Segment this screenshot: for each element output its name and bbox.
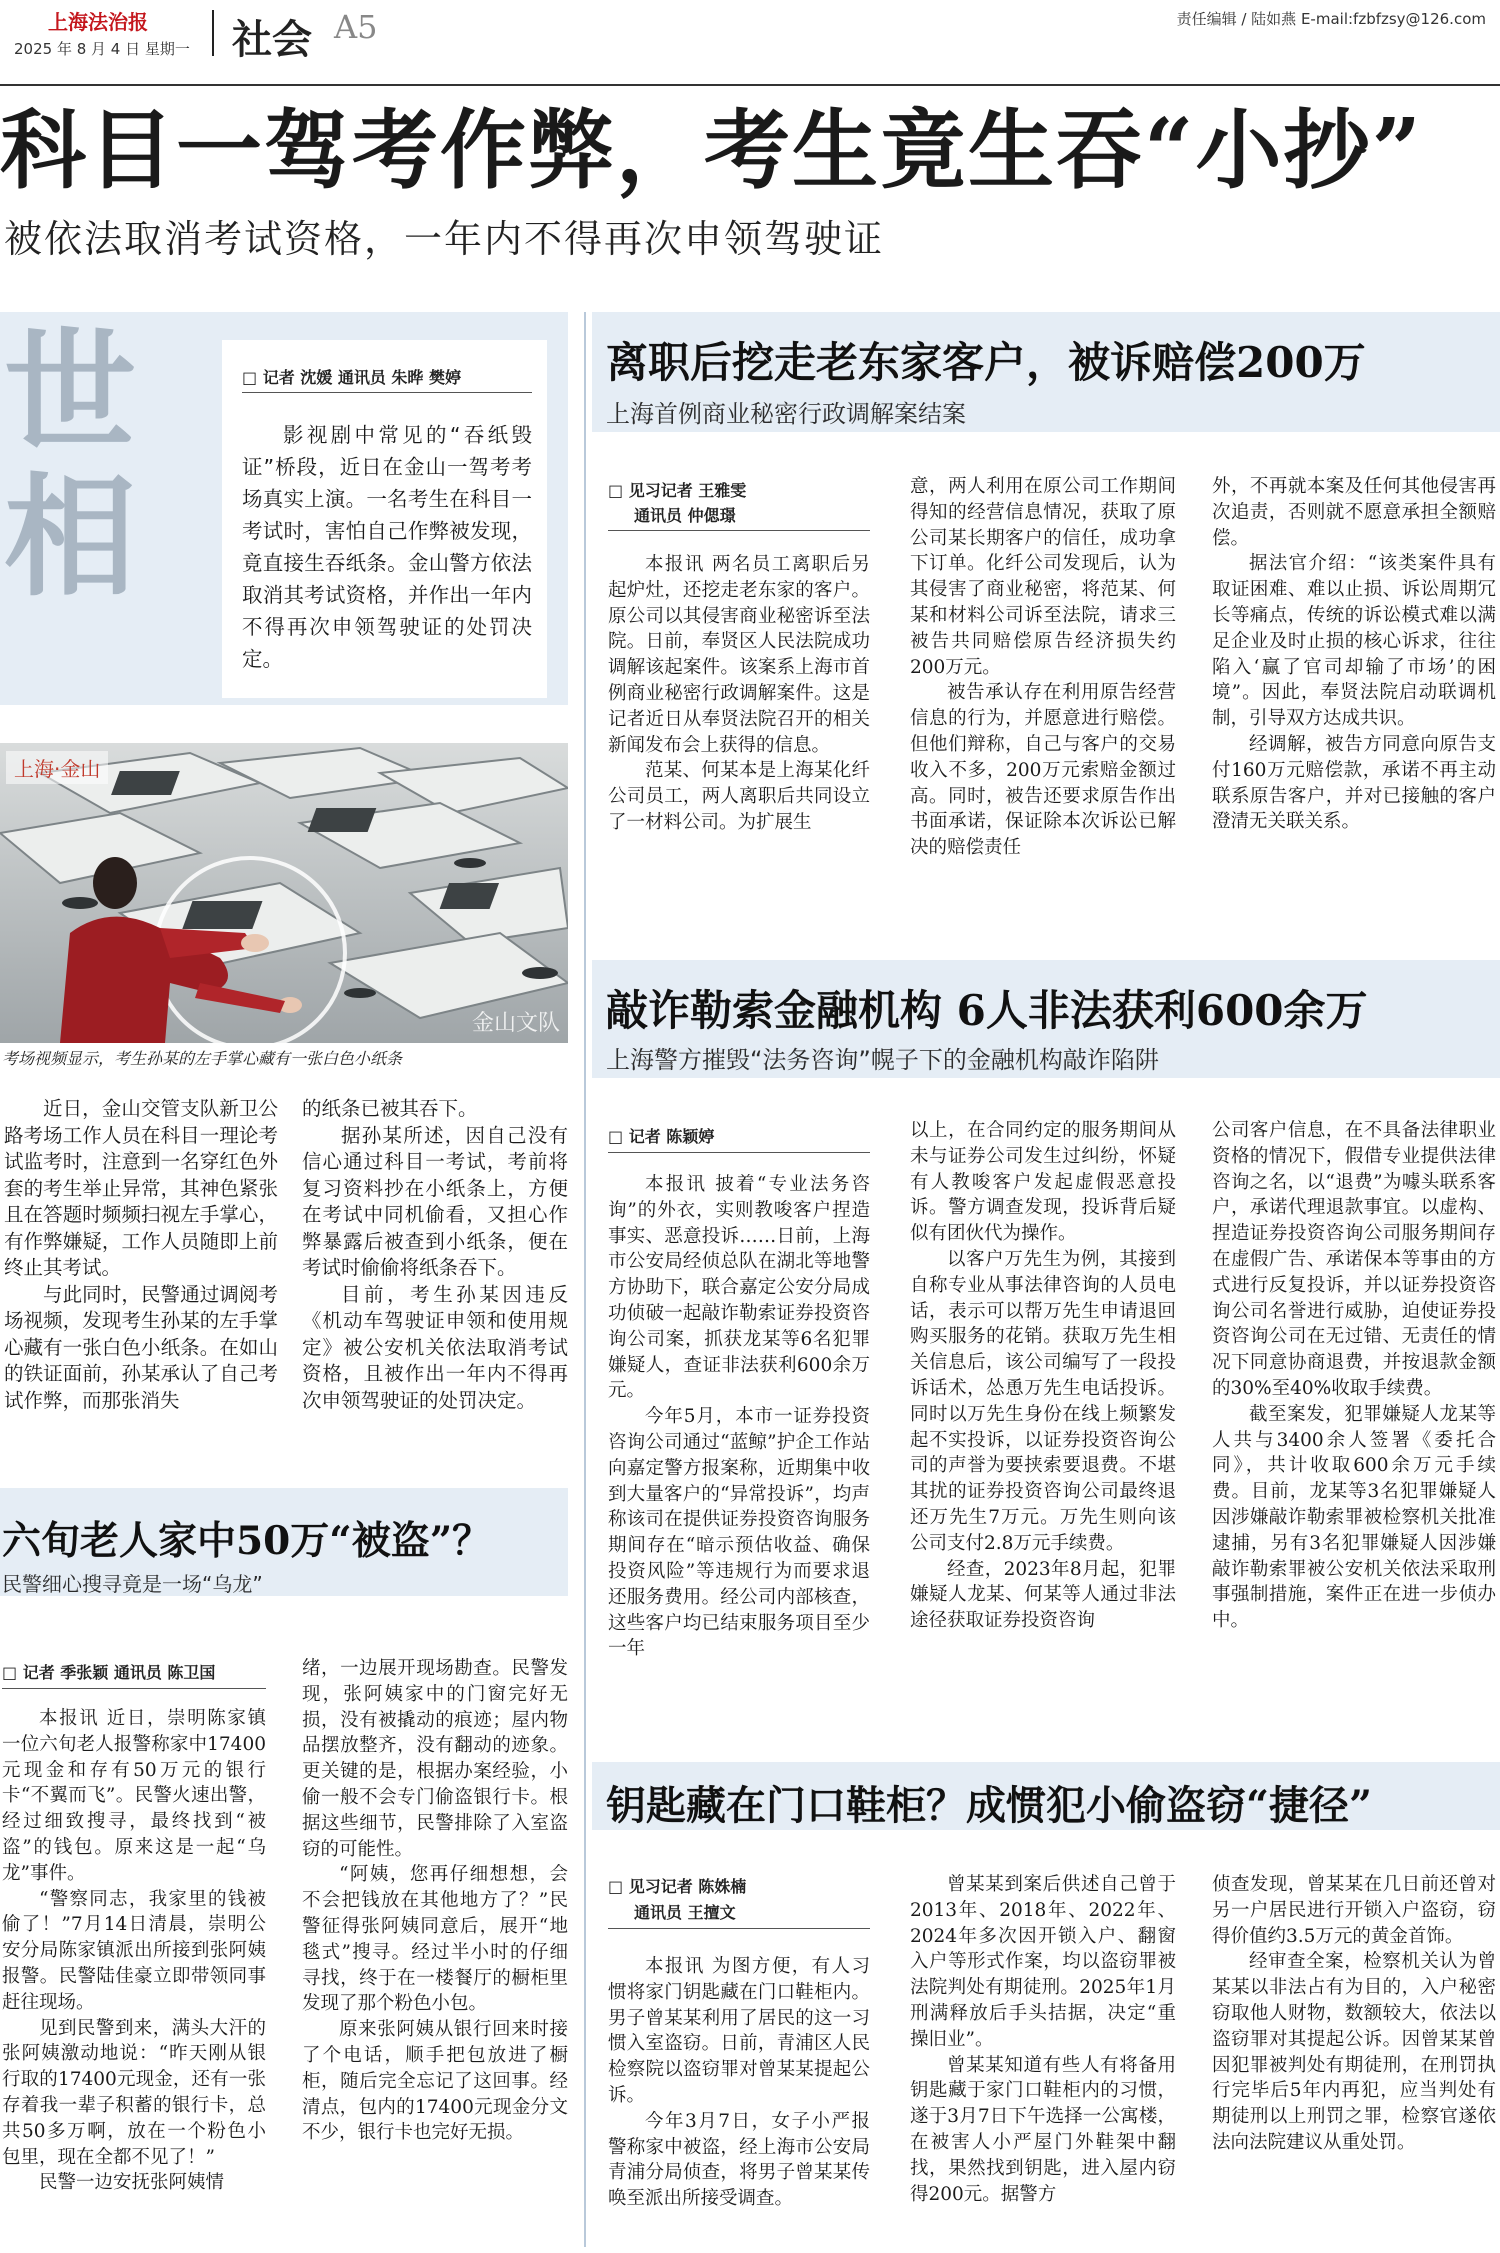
paragraph: 原来张阿姨从银行回来时接了个电话，顺手把包放进了橱柜，随后完全忘记了这回事。经清点，包内的17400元现金分文不少，银行卡也完好无损。: [302, 2019, 568, 2144]
newspaper-masthead: 上海法治报: [48, 10, 148, 34]
paragraph: 目前，考生孙某因违反《机动车驾驶证申领和使用规定》被公安机关依法取消考试资格，且被作出一年内不得再次申领驾驶证的处罚决定。: [302, 1282, 568, 1412]
paragraph: 经审查全案，检察机关认为曾某某以非法占有为目的，入户秘密窃取他人财物，数额较大，依法以盗窃罪对其提起公诉。因曾某某曾因犯罪被判处有期徒刑，在刑罚执行完毕后5年内再犯，应当判处有期徒刑以上刑罚之罪，检察官遂依法向法院建议从重处罚。: [1212, 1951, 1496, 2153]
issue-date: 2025 年 8 月 4 日 星期一: [14, 40, 190, 58]
paragraph: 经查，2023年8月起，犯罪嫌疑人龙某、何某等人通过非法途径获取证券投资咨询: [910, 1558, 1176, 1632]
story-column-1: [2, 1706, 266, 2196]
byline-rule: [242, 392, 532, 393]
story-subheadline: 上海警方摧毁“法务咨询”幌子下的金融机构敲诈陷阱: [606, 1046, 1159, 1074]
byline: □ 记者 季张颖 通讯员 陈卫国: [2, 1663, 216, 1682]
story-column-2: [302, 1656, 568, 2146]
paragraph: 公司客户信息，在不具备法律职业资格的情况下，假借专业提供法律咨询之名，以“退费”为噱头联系客户，承诺代理退款事宜。以虚构、捏造证券投资咨询公司服务期间存在虚假广告、承诺保本等事由的方式进行反复投诉，并以证券投资咨询公司名誉进行威胁，迫使证券投资咨询公司在无过错、无责任的情况下同意协商退费，并按退款金额的30%至40%收取手续费。: [1212, 1120, 1496, 1399]
byline: 通讯员 仲偲璟: [634, 506, 736, 525]
paragraph: 范某、何某本是上海某化纤公司员工，两人离职后共同设立了一材料公司。为扩展生: [608, 760, 870, 833]
main-subheadline: 被依法取消考试资格，一年内不得再次申领驾驶证: [4, 217, 885, 261]
story-column-1: [608, 1954, 870, 2212]
paragraph: 本报讯 披着“专业法务咨询”的外衣，实则教唆客户捏造事实、恶意投诉……日前，上海市公安局经侦总队在湖北等地警方协助下，联合嘉定公安分局成功侦破一起敲诈勒索证券投资咨询公司案，抓获龙某等6名犯罪嫌疑人，查证非法获利600余万元。: [608, 1174, 870, 1402]
byline-rule: [608, 1152, 870, 1153]
paragraph: 本报讯 近日，崇明陈家镇一位六旬老人报警称家中17400元现金和存有50万元的银行卡“不翼而飞”。民警火速出警，经过细致搜寻，最终找到“被盗”的钱包。原来这是一起“乌龙”事件。: [2, 1708, 266, 1884]
byline: □ 见习记者 王雅雯: [608, 481, 747, 500]
paragraph: 据法官介绍：“该类案件具有取证困难、难以止损、诉讼周期冗长等痛点，传统的诉讼模式难以满足企业及时止损的核心诉求，往往陷入‘赢了官司却输了市场’的困境”。因此，奉贤法院启动联调机制，引导双方达成共识。: [1212, 553, 1496, 730]
byline-rule: [2, 1688, 266, 1689]
news-photo: [0, 743, 568, 1043]
paragraph: 意，两人利用在原公司工作期间得知的经营信息情况，获取了原公司某长期客户的信任，成功拿下订单。化纤公司发现后，认为其侵害了商业秘密，将范某、何某和材料公司诉至法院，请求三被告共同赔偿原告经济损失约200万元。: [910, 476, 1176, 678]
location-watermark: 上海·金山: [6, 751, 108, 784]
paragraph: 的纸条已被其吞下。: [302, 1097, 478, 1120]
paragraph: 今年5月，本市一证券投资咨询公司通过“蓝鲸”护企工作站向嘉定警方报案称，近期集中收到大量客户的“异常投诉”，均声称该司在提供证券投资咨询服务期间存在“暗示预估收益、确保投资风险”等违规行为而要求退还服务费用。经公司内部核查，这些客户均已结束服务项目至少一年: [608, 1406, 870, 1660]
paragraph: 据孙某所述，因自己没有信心通过科目一考试，考前将复习资料抄在小纸条上，方便在考试中同机偷看，又担心作弊暴露后被查到小纸条，便在考试时偷偷将纸条吞下。: [302, 1123, 568, 1279]
story-subheadline: 上海首例商业秘密行政调解案结案: [606, 400, 966, 428]
main-story-column-2: [302, 1096, 568, 1414]
page-number: A5: [334, 8, 378, 46]
paragraph: 外，不再就本案及任何其他侵害再次追责，否则就不愿意承担全额赔偿。: [1212, 476, 1496, 549]
paragraph: “阿姨，您再仔细想想，会不会把钱放在其他地方了？”民警征得张阿姨同意后，展开“地毯式”搜寻。经过半小时的仔细寻找，终于在一楼餐厅的橱柜里发现了那个粉色小包。: [302, 1864, 568, 2015]
byline-rule: [608, 1928, 870, 1929]
story-column-1: [608, 552, 870, 836]
paragraph: 曾某某到案后供述自己曾于2013年、2018年、2022年、2024年多次因开锁入户、翻窗入户等形式作案，均以盗窃罪被法院判处有期徒刑。2025年1月刑满释放后手头拮据，决定“重操旧业”。: [910, 1874, 1176, 2050]
header-rule: [0, 84, 1500, 86]
paragraph: 以客户万先生为例，其接到自称专业从事法律咨询的人员电话，表示可以帮万先生申请退回购买服务的花销。获取万先生相关信息后，该公司编写了一段投诉话术，怂恿万先生电话投诉。同时以万先生身份在线上频繁发起不实投诉，以证券投资咨询公司的声誉为要挟索要退费。不堪其扰的证券投资咨询公司最终退还万先生7万元。万先生则向该公司支付2.8万元手续费。: [910, 1248, 1176, 1554]
paragraph: 曾某某知道有些人有将备用钥匙藏于家门口鞋柜内的习惯，遂于3月7日下午选择一公寓楼，在被害人小严屋门外鞋架中翻找，果然找到钥匙，进入屋内窃得200元。据警方: [910, 2054, 1176, 2205]
column-label: 世相: [4, 315, 136, 616]
story-column-3: [1212, 1872, 1496, 2156]
paragraph: 近日，金山交管支队新卫公路考场工作人员在科目一理论考试监考时，注意到一名穿红色外套的考生举止异常，其神色紧张且在答题时频频扫视左手掌心，有作弊嫌疑，工作人员随即上前终止其考试。: [4, 1097, 278, 1279]
byline: 通讯员 王擅文: [634, 1903, 736, 1922]
section-name: 社会: [232, 17, 312, 63]
paragraph: 本报讯 两名员工离职后另起炉灶，还挖走老东家的客户。原公司以其侵害商业秘密诉至法院。日前，奉贤区人民法院成功调解该起案件。该案系上海市首例商业秘密行政调解案件。这是记者近日从奉贤法院召开的相关新闻发布会上获得的信息。: [608, 554, 870, 756]
story-headline: 敲诈勒索金融机构 6人非法获利600余万: [606, 986, 1368, 1035]
header-divider: [212, 10, 214, 56]
story-subheadline: 民警细心搜寻竟是一场“乌龙”: [2, 1572, 263, 1596]
story-headline: 六旬老人家中50万“被盗”？: [2, 1518, 492, 1564]
paragraph: 被告承认存在利用原告经营信息的行为，并愿意进行赔偿。但他们辩称，自己与客户的交易收入不多，200万元索赔金额过高。同时，被告还要求原告作出书面承诺，保证除本次诉讼已解决的赔偿责任: [910, 682, 1176, 859]
paragraph: 今年3月7日，女子小严报警称家中被盗，经上海市公安局青浦分局侦查，将男子曾某某传唤至派出所接受调查。: [608, 2110, 870, 2210]
exam-room-image: [0, 743, 568, 1043]
paragraph: 民警一边安抚张阿姨情: [39, 2172, 225, 2194]
byline: □ 记者 沈媛 通讯员 朱晔 樊婷: [242, 368, 461, 387]
byline-rule: [608, 530, 870, 531]
story-column-3: [1212, 474, 1496, 835]
editor-credit: 责任编辑 / 陆如燕 E-mail:fzbfzsy@126.com: [1176, 10, 1486, 28]
paragraph: 侦查发现，曾某某在几日前还曾对另一户居民进行开锁入户盗窃，窃得价值约3.5万元的黄金首饰。: [1212, 1874, 1496, 1947]
main-headline: 科目一驾考作弊，考生竟生吞“小抄”: [0, 100, 1423, 201]
story-column-2: [910, 1118, 1176, 1634]
paragraph: 与此同时，民警通过调阅考场视频，发现考生孙某的左手掌心藏有一张白色小纸条。在如山的铁证面前，孙某承认了自己考试作弊，而那张消失: [4, 1282, 278, 1412]
byline: □ 见习记者 陈姝楠: [608, 1877, 747, 1896]
paragraph: 经调解，被告方同意向原告支付160万元赔偿款，承诺不再主动联系原告客户，并对已接触的客户澄清无关联关系。: [1212, 733, 1496, 833]
story-headline: 离职后挖走老东家客户，被诉赔偿200万: [606, 338, 1366, 387]
story-column-1: [608, 1172, 870, 1662]
paragraph: 以上，在合同约定的服务期间从未与证券公司发生过纠纷，怀疑有人教唆客户发起虚假恶意投诉。警方调查发现，投诉背后疑似有团伙代为操作。: [910, 1120, 1176, 1245]
paragraph: “警察同志，我家里的钱被偷了！”7月14日清晨，崇明公安分局陈家镇派出所接到张阿姨报警。民警陆佳豪立即带领同事赶往现场。: [2, 1888, 266, 2013]
photo-caption: 考场视频显示，考生孙某的左手掌心藏有一张白色小纸条: [2, 1049, 403, 1068]
lead-paragraph: 影视剧中常见的“吞纸毁证”桥段，近日在金山一驾考考场真实上演。一名考生在科目一考试时，害怕自己作弊被发现，竟直接生吞纸条。金山警方依法取消其考试资格，并作出一年内不得再次申领驾驶证的处罚决定。: [242, 423, 532, 671]
photo-watermark: 金山文队: [471, 1011, 560, 1036]
story-column-2: [910, 474, 1176, 861]
paragraph: 本报讯 为图方便，有人习惯将家门钥匙藏在门口鞋柜内。男子曾某某利用了居民的这一习惯入室盗窃。日前，青浦区人民检察院以盗窃罪对曾某某提起公诉。: [608, 1956, 870, 2106]
paragraph: 截至案发，犯罪嫌疑人龙某等人共与3400余人签署《委托合同》，共计收取600余万元手续费。目前，龙某等3名犯罪嫌疑人因涉嫌敲诈勒索罪被检察机关批准逮捕，另有3名犯罪嫌疑人因涉嫌敲诈勒索罪被公安机关依法采取刑事强制措施，案件正在进一步侦办中。: [1212, 1403, 1496, 1632]
paragraph: 见到民警到来，满头大汗的张阿姨激动地说：“昨天刚从银行取的17400元现金，还有一张存着我一辈子积蓄的银行卡，总共50多万啊，放在一个粉色小包里，现在全都不见了！”: [2, 2017, 266, 2168]
main-story-column-1: [4, 1096, 278, 1414]
story-column-3: [1212, 1118, 1496, 1634]
column-separator: [584, 312, 586, 2247]
story-column-2: [910, 1872, 1176, 2207]
byline: □ 记者 陈颖婷: [608, 1127, 715, 1146]
story-headline: 钥匙藏在门口鞋柜？成惯犯小偷盗窃“捷径”: [606, 1782, 1373, 1829]
paragraph: 绪，一边展开现场勘查。民警发现，张阿姨家中的门窗完好无损，没有被撬动的痕迹；屋内物品摆放整齐，没有翻动的迹象。更关键的是，根据办案经验，小偷一般不会专门偷盗银行卡。根据这些细节，民警排除了入室盗窃的可能性。: [302, 1658, 568, 1860]
